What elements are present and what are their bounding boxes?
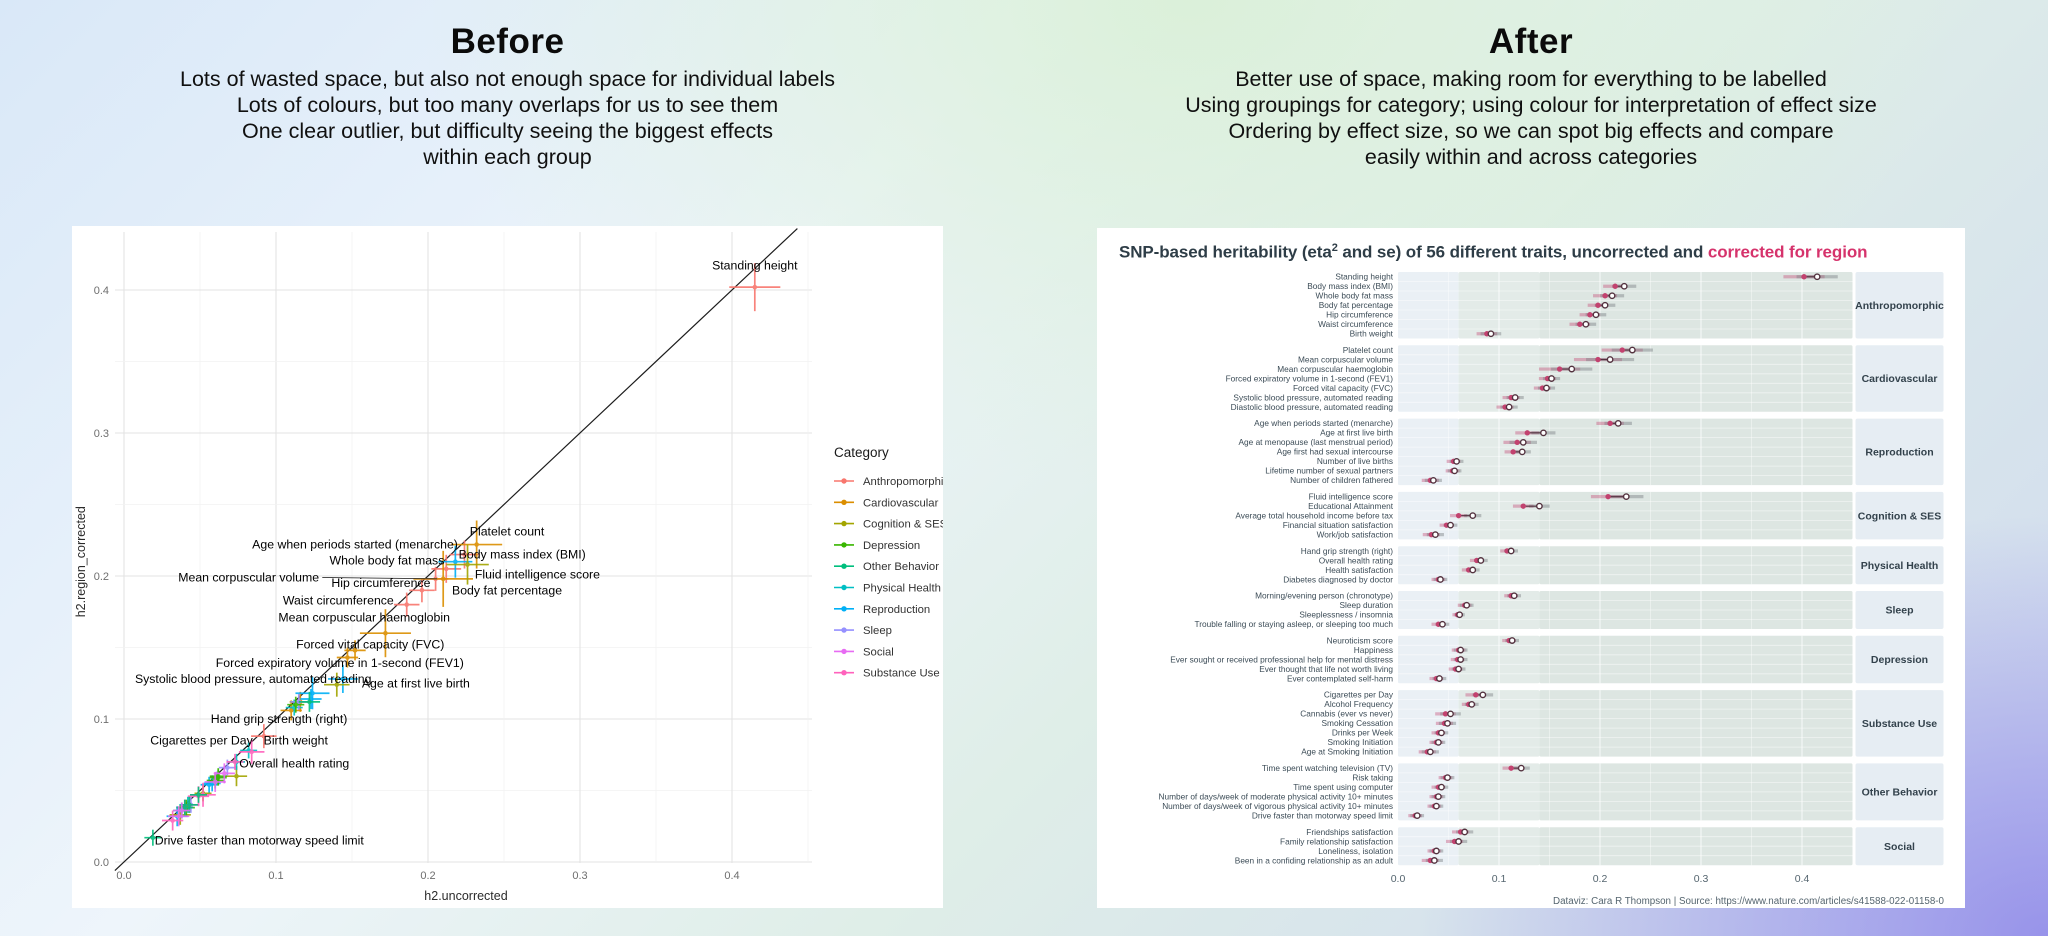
uncorrected-dot (1456, 839, 1461, 844)
point-label: Body fat percentage (452, 583, 563, 598)
legend-item-label: Cognition & SES (863, 518, 943, 531)
legend-title: Category (834, 445, 889, 460)
uncorrected-dot (1434, 803, 1439, 808)
legend-item (834, 561, 939, 573)
trait-label: Mean corpuscular haemoglobin (1277, 363, 1393, 374)
trait-label: Forced vital capacity (FVC) (1292, 382, 1393, 393)
uncorrected-dot (1569, 366, 1574, 371)
category-band (1239, 418, 1944, 485)
before-subtitle-line-3: One clear outlier, but difficulty seeing the biggest effects (241, 119, 774, 143)
x-tick-label: 0.2 (420, 870, 436, 882)
uncorrected-dot (1506, 404, 1511, 409)
chart-caption: Dataviz: Cara R Thompson | Source: https://www.nature.com/articles/s41588-022-01158-0 (1553, 896, 1944, 907)
trait-label: Body mass index (BMI) (1307, 281, 1393, 292)
point-label: Mean corpuscular haemoglobin (278, 610, 450, 625)
corrected-dot (1557, 366, 1562, 371)
uncorrected-dot (1445, 775, 1450, 780)
trait-label: Drinks per Week (1331, 727, 1393, 738)
corrected-dot (1587, 312, 1592, 317)
before-panel (72, 0, 943, 936)
trait-label: Number of live births (1316, 456, 1393, 467)
corrected-dot (1577, 322, 1582, 327)
before-scatter-chart (72, 226, 943, 908)
uncorrected-dot (1520, 449, 1525, 454)
uncorrected-dot (1607, 357, 1612, 362)
effect-size-zone (1539, 636, 1852, 684)
category-label: Substance Use (1861, 717, 1938, 730)
trait-label: Mean corpuscular volume (1298, 354, 1393, 365)
after-chart-title-sup: 2 (1331, 242, 1338, 254)
uncorrected-dot (1439, 784, 1444, 789)
legend-item-label: Cardiovascular (863, 497, 939, 510)
uncorrected-dot (1537, 503, 1542, 508)
after-panel (1097, 0, 1965, 936)
trait-label: Time spent watching television (TV) (1261, 762, 1393, 773)
uncorrected-dot (1488, 331, 1493, 336)
corrected-dot (1612, 284, 1617, 289)
category-legend (834, 445, 943, 680)
uncorrected-dot (1452, 468, 1457, 473)
effect-size-zone (1539, 419, 1852, 486)
trait-label: Lifetime number of sexual partners (1265, 465, 1393, 476)
uncorrected-dot (1583, 322, 1588, 327)
trait-label: Work/job satisfaction (1316, 529, 1393, 540)
uncorrected-dot (1436, 740, 1441, 745)
uncorrected-dot (1470, 567, 1475, 572)
after-chart-card (1097, 228, 1965, 908)
point-label: Standing height (712, 258, 798, 273)
point-label: Platelet count (469, 524, 545, 539)
point-label: Whole body fat mass (329, 553, 445, 568)
category-band (1307, 272, 1944, 339)
uncorrected-dot (1440, 622, 1445, 627)
uncorrected-dot (1544, 385, 1549, 390)
legend-item-label: Anthropomorphic (863, 476, 943, 488)
x-tick-label: 0.4 (1794, 873, 1810, 885)
trait-label: Smoking Initiation (1327, 737, 1393, 748)
trait-label: Whole body fat mass (1315, 290, 1393, 301)
trait-label: Morning/evening person (chronotype) (1255, 590, 1393, 601)
trait-label: Sleep duration (1339, 600, 1393, 611)
x-tick-label: 0.0 (1390, 873, 1406, 885)
corrected-dot (1607, 421, 1612, 426)
x-tick-label: 0.4 (724, 870, 740, 882)
corrected-dot (1605, 494, 1610, 499)
point-label: Drive faster than motorway speed limit (154, 833, 364, 848)
point-label: Birth weight (263, 733, 328, 748)
legend-item (834, 497, 939, 509)
point-label: Fluid intelligence score (474, 567, 600, 582)
legend-item-label: Other Behavior (863, 561, 939, 574)
trait-label: Waist circumference (1318, 319, 1393, 330)
effect-size-zone (1539, 272, 1852, 339)
trait-label: Diastolic blood pressure, automated reading (1230, 401, 1393, 412)
uncorrected-dot (1428, 749, 1433, 754)
legend-item (834, 540, 920, 552)
trait-label: Ever sought or received professional help for mental distress (1170, 654, 1393, 665)
effect-size-zone (1398, 345, 1459, 412)
trait-label: Systolic blood pressure, automated reading (1233, 392, 1393, 403)
before-subtitle-line-4: within each group (423, 145, 592, 169)
category-band (1159, 763, 1944, 821)
y-tick-label: 0.4 (93, 285, 109, 297)
after-title: After (1488, 22, 1574, 61)
legend-item (834, 476, 943, 488)
uncorrected-dot (1456, 666, 1461, 671)
before-subtitle-line-2: Lots of colours, but too many overlaps for us to see them (236, 93, 779, 117)
effect-size-zone (1398, 419, 1459, 486)
trait-label: Age when periods started (menarche) (1254, 418, 1393, 429)
uncorrected-dot (1454, 459, 1459, 464)
uncorrected-dot (1464, 603, 1469, 608)
trait-label: Average total household income before tax (1235, 510, 1393, 521)
trait-label: Smoking Cessation (1321, 718, 1393, 729)
x-tick-label: 0.2 (1592, 873, 1608, 885)
uncorrected-dot (1448, 522, 1453, 527)
trait-label: Loneliness, isolation (1318, 845, 1393, 856)
uncorrected-dot (1511, 593, 1516, 598)
trait-label: Body fat percentage (1318, 300, 1393, 311)
trait-label: Standing height (1335, 271, 1393, 282)
uncorrected-dot (1521, 440, 1526, 445)
effect-size-zone (1398, 492, 1459, 540)
point-label: Forced vital capacity (FVC) (296, 637, 445, 652)
trait-label: Diabetes diagnosed by doctor (1283, 574, 1393, 585)
scatter-point (300, 689, 321, 709)
x-tick-label: 0.3 (572, 870, 588, 882)
uncorrected-dot (1549, 376, 1554, 381)
trait-label: Ever contemplated self-harm (1286, 673, 1393, 684)
point-label: Cigarettes per Day (150, 733, 253, 748)
uncorrected-dot (1602, 303, 1607, 308)
y-tick-label: 0.1 (93, 714, 109, 726)
category-label: Cognition & SES (1857, 510, 1942, 523)
trait-label: Age at first live birth (1320, 427, 1393, 438)
uncorrected-dot (1469, 702, 1474, 707)
trait-label: Number of days/week of vigorous physical activity 10+ minutes (1162, 800, 1393, 811)
uncorrected-dot (1445, 721, 1450, 726)
effect-size-zone (1539, 345, 1852, 412)
corrected-dot (1602, 293, 1607, 298)
trait-label: Hip circumference (1326, 309, 1393, 320)
category-band (1300, 690, 1943, 757)
trait-label: Hand grip strength (right) (1300, 545, 1393, 556)
corrected-dot (1595, 303, 1600, 308)
trait-label: Birth weight (1349, 328, 1393, 339)
uncorrected-dot (1615, 421, 1620, 426)
category-band (1283, 546, 1943, 585)
uncorrected-dot (1622, 284, 1627, 289)
uncorrected-dot (1609, 293, 1614, 298)
category-band (1235, 491, 1943, 539)
after-axis (1391, 873, 1945, 907)
uncorrected-dot (1508, 548, 1513, 553)
scatter-point (190, 787, 207, 803)
point-label: Waist circumference (282, 593, 394, 608)
trait-label: Number of days/week of moderate physical activity 10+ minutes (1158, 791, 1393, 802)
uncorrected-dot (1462, 829, 1467, 834)
corrected-dot (1620, 347, 1625, 352)
y-tick-label: 0.2 (93, 571, 109, 583)
uncorrected-dot (1439, 730, 1444, 735)
uncorrected-dot (1519, 765, 1524, 770)
y-tick-label: 0.0 (93, 857, 109, 869)
trait-label: Age at menopause (last menstrual period) (1238, 437, 1393, 448)
x-tick-label: 0.1 (268, 870, 284, 882)
trait-label: Age first had sexual intercourse (1276, 446, 1393, 457)
legend-item-label: Reproduction (863, 603, 931, 616)
trait-label: Health satisfaction (1325, 564, 1393, 575)
corrected-dot (1525, 430, 1530, 435)
after-subtitle-line-1: Better use of space, making room for everything to be labelled (1235, 67, 1827, 91)
trait-label: Been in a confiding relationship as an adult (1234, 855, 1393, 866)
trait-label: Time spent using computer (1293, 781, 1393, 792)
uncorrected-dot (1512, 395, 1517, 400)
uncorrected-dot (1814, 274, 1819, 279)
legend-item (834, 646, 894, 658)
point-label: Age when periods started (menarche) (252, 537, 458, 552)
uncorrected-dot (1448, 711, 1453, 716)
trait-label: Overall health rating (1318, 555, 1393, 566)
uncorrected-dot (1438, 577, 1443, 582)
category-label: Sleep (1885, 604, 1914, 617)
corrected-dot (1521, 503, 1526, 508)
uncorrected-dot (1433, 532, 1438, 537)
uncorrected-dot (1541, 430, 1546, 435)
effect-size-zone (1539, 492, 1852, 540)
point-label: Overall health rating (239, 756, 350, 771)
legend-item-label: Sleep (863, 625, 892, 638)
legend-item-label: Physical Health (863, 582, 941, 595)
category-label: Anthropomorphic (1855, 299, 1944, 312)
point-label: Hand grip strength (right) (210, 712, 348, 726)
trait-label: Fluid intelligence score (1308, 491, 1393, 502)
uncorrected-dot (1458, 647, 1463, 652)
after-subtitle-line-3: Ordering by effect size, so we can spot big effects and compare (1228, 119, 1834, 143)
legend-item (834, 583, 941, 595)
uncorrected-dot (1437, 676, 1442, 681)
trait-label: Number of children fathered (1290, 475, 1393, 486)
point-label: Age at first live birth (361, 676, 470, 691)
after-subtitle-line-2: Using groupings for category; using colour for interpretation of effect size (1185, 93, 1877, 117)
trait-label: Alcohol Frequency (1324, 699, 1393, 710)
category-label: Depression (1870, 654, 1929, 667)
uncorrected-dot (1630, 347, 1635, 352)
category-label: Physical Health (1860, 559, 1939, 572)
after-subtitle-line-4: easily within and across categories (1364, 145, 1698, 169)
uncorrected-dot (1478, 558, 1483, 563)
trait-label: Ever thought that life not worth living (1259, 663, 1393, 674)
legend-item (834, 668, 940, 680)
uncorrected-dot (1458, 657, 1463, 662)
category-band (1226, 345, 1944, 412)
trait-label: Financial situation satisfaction (1282, 519, 1393, 530)
corrected-dot (1510, 449, 1515, 454)
legend-item-label: Depression (863, 539, 921, 552)
category-band (1235, 827, 1944, 866)
trait-label: Platelet count (1342, 344, 1393, 355)
x-tick-label: 0.1 (1491, 873, 1507, 885)
after-chart-title-part1: SNP-based heritability (eta (1119, 242, 1332, 262)
corrected-dot (1514, 440, 1519, 445)
trait-label: Cannabis (ever vs never) (1300, 708, 1393, 719)
legend-item (834, 625, 892, 637)
before-subtitle (72, 66, 943, 170)
trait-label: Cigarettes per Day (1323, 689, 1393, 700)
uncorrected-dot (1593, 312, 1598, 317)
trait-label: Age at Smoking Initiation (1301, 746, 1393, 757)
corrected-dot (1473, 692, 1478, 697)
point-label: Hip circumference (331, 576, 431, 591)
uncorrected-dot (1509, 638, 1514, 643)
uncorrected-dot (1470, 513, 1475, 518)
effect-size-zone (1398, 636, 1459, 684)
legend-item-label: Social (863, 646, 894, 659)
y-tick-label: 0.3 (93, 428, 109, 440)
trait-label: Sleeplessness / insomnia (1299, 609, 1393, 620)
before-title: Before (450, 22, 565, 61)
category-band (1170, 635, 1943, 683)
category-label: Social (1884, 840, 1915, 853)
legend-item (834, 604, 930, 616)
uncorrected-dot (1432, 858, 1437, 863)
point-label: Body mass index (BMI) (458, 547, 586, 562)
uncorrected-dot (1457, 612, 1462, 617)
corrected-dot (1801, 274, 1806, 279)
point-label: Mean corpuscular volume (178, 570, 320, 585)
after-chart-title-part2: and se) of 56 different traits, uncorrected and (1337, 242, 1708, 262)
after-chart-title-highlight: corrected for region (1707, 242, 1868, 262)
after-dot-plot-chart (1097, 228, 1965, 908)
corrected-dot (1456, 513, 1461, 518)
trait-label: Trouble falling or staying asleep, or sleeping too much (1194, 619, 1393, 630)
corrected-dot (1508, 765, 1513, 770)
trait-label: Neuroticism score (1326, 635, 1393, 646)
trait-label: Drive faster than motorway speed limit (1251, 810, 1393, 821)
y-axis-title: h2.region_corrected (74, 506, 88, 618)
uncorrected-dot (1436, 794, 1441, 799)
uncorrected-dot (1480, 692, 1485, 697)
category-band (1195, 591, 1944, 630)
uncorrected-dot (1414, 813, 1419, 818)
legend-item-label: Substance Use (863, 667, 940, 680)
legend-item (834, 519, 943, 531)
point-label: Systolic blood pressure, automated reading (134, 671, 372, 686)
uncorrected-dot (1431, 478, 1436, 483)
trait-label: Risk taking (1352, 772, 1393, 783)
x-axis-title: h2.uncorrected (424, 889, 508, 903)
effect-size-zone (1398, 272, 1459, 339)
category-label: Other Behavior (1861, 786, 1938, 799)
trait-label: Forced expiratory volume in 1-second (FEV1) (1225, 373, 1393, 384)
trait-label: Happiness (1353, 644, 1393, 655)
x-tick-label: 0.0 (116, 870, 132, 882)
effect-size-zone (1539, 690, 1852, 757)
trait-label: Educational Attainment (1308, 500, 1393, 511)
uncorrected-dot (1434, 848, 1439, 853)
before-chart-card (72, 226, 943, 908)
category-label: Reproduction (1865, 446, 1934, 459)
category-label: Cardiovascular (1861, 373, 1938, 386)
point-label: Forced expiratory volume in 1-second (FEV1) (215, 656, 464, 671)
after-subtitle (1097, 66, 1965, 170)
x-tick-label: 0.3 (1693, 873, 1709, 885)
trait-label: Friendships satisfaction (1306, 826, 1393, 837)
before-subtitle-line-1: Lots of wasted space, but also not enough space for individual labels (180, 67, 835, 91)
corrected-dot (1595, 357, 1600, 362)
uncorrected-dot (1624, 494, 1629, 499)
trait-label: Family relationship satisfaction (1280, 836, 1393, 847)
